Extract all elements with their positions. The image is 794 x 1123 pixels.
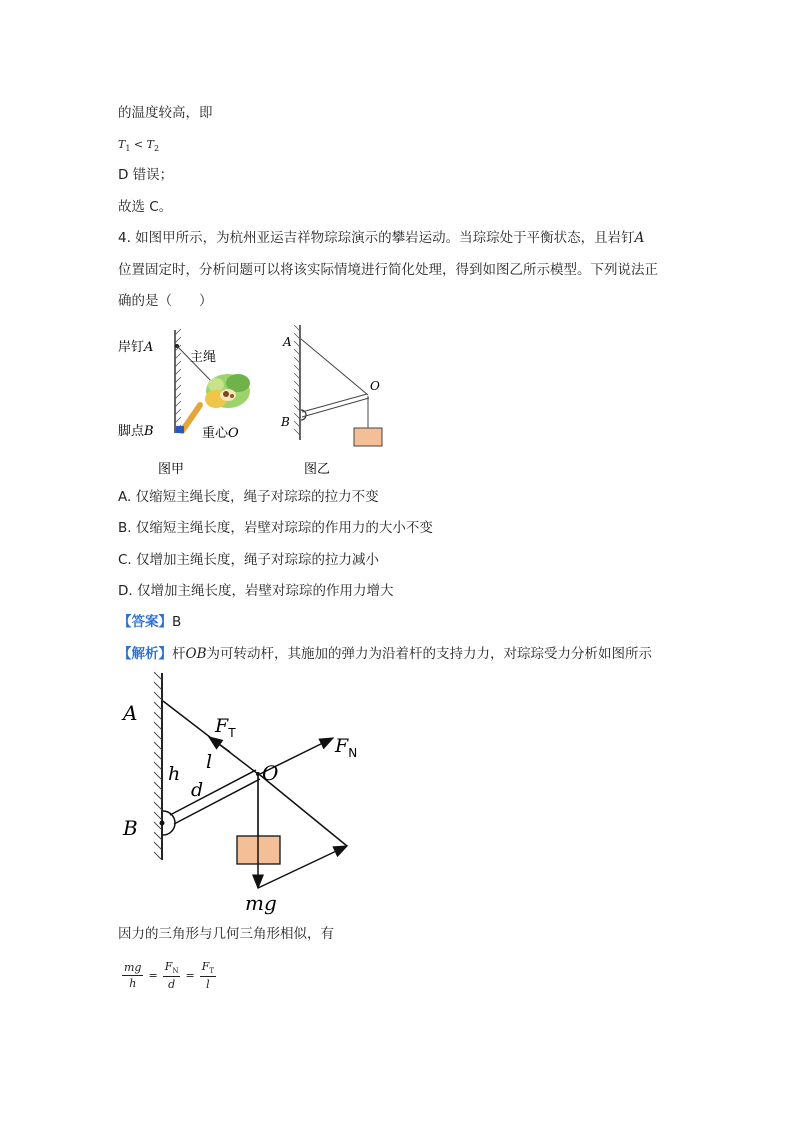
option-d: D. 仅增加主绳长度，岩壁对琮琮的作用力增大	[118, 583, 394, 599]
yi-label-a: A	[283, 335, 292, 349]
yi-label-o: O	[370, 379, 380, 393]
q4-var-a: A	[634, 230, 645, 246]
yi-rod-bottom	[302, 398, 369, 417]
ineq-right-sub: 2	[154, 144, 160, 154]
frac3-num	[200, 960, 216, 977]
q4-text-a: 4. 如图甲所示，为杭州亚运吉祥物琮琮演示的攀岩运动。当琮琮处于平衡状态，且岩钉	[118, 230, 635, 246]
figures-jia-yi	[110, 325, 410, 480]
question-4-line-3: 确的是（ ）	[118, 293, 213, 309]
fraction-ft-l	[200, 960, 216, 991]
force-label-d: d	[191, 779, 204, 801]
option-c: C. 仅增加主绳长度，绳子对琮琮的拉力减小	[118, 552, 380, 568]
yi-label-b: B	[281, 415, 290, 429]
yi-block	[354, 428, 382, 446]
mascot-illustration	[176, 374, 250, 433]
force-label-b: B	[123, 816, 138, 840]
analysis-var: OB	[185, 646, 207, 662]
force-wall	[154, 672, 162, 860]
text-line-d-wrong: D 错误；	[118, 167, 174, 183]
analysis-pre: 杆	[172, 646, 186, 662]
force-rod-bottom	[174, 779, 260, 824]
force-label-o: O	[262, 761, 279, 785]
force-ft-arrow	[209, 737, 230, 752]
equals-1: =	[148, 969, 158, 983]
jia-label-foot: 脚点B	[118, 424, 154, 439]
force-rod-top	[170, 770, 256, 815]
force-hinge	[163, 811, 175, 835]
jia-label-rope: 主绳	[190, 350, 217, 365]
option-a: A. 仅缩短主绳长度，绳子对琮琮的拉力不变	[118, 489, 379, 505]
force-hinge-dot	[160, 821, 165, 826]
answer-line	[118, 613, 181, 631]
ineq-right: T	[146, 138, 154, 151]
frac1-num: mg	[124, 961, 142, 975]
jia-label-cg: 重心O	[202, 426, 239, 441]
analysis-post: 为可转动杆，其施加的弹力为沿着杆的支持力力，对琮琮受力分析如图所示	[206, 646, 652, 662]
force-diagram	[115, 668, 375, 918]
question-4-line-2: 位置固定时，分析问题可以将该实际情境进行简化处理，得到如图乙所示模型。下列说法正	[118, 262, 658, 278]
equals-2: =	[185, 969, 195, 983]
force-tri-side-1	[260, 775, 347, 846]
frac2-den: d	[168, 978, 176, 992]
similarity-formula	[120, 960, 218, 991]
text-line-choose-c: 故选 C。	[118, 199, 173, 215]
answer-value: B	[172, 614, 182, 630]
frac2-num	[163, 960, 181, 977]
force-label-h: h	[168, 763, 181, 785]
analysis-tag: 【解析】	[118, 646, 172, 662]
yi-caption: 图乙	[304, 462, 331, 477]
frac2-num-f: F	[164, 960, 173, 973]
yi-wall	[294, 325, 300, 440]
force-label-ft: $F_T$	[215, 715, 236, 740]
analysis-line	[118, 645, 652, 663]
text-line-1: 的温度较高，即	[118, 105, 213, 121]
frac2-num-sub: N	[172, 967, 179, 976]
answer-tag: 【答案】	[118, 614, 172, 630]
yi-rod-top	[302, 394, 367, 412]
ineq-left-sub: 1	[125, 144, 131, 154]
ineq-sign: <	[130, 138, 147, 151]
frac3-num-f: F	[201, 960, 210, 973]
jia-caption: 图甲	[158, 462, 185, 477]
inequality	[118, 136, 159, 158]
similar-triangle-line: 因力的三角形与几何三角形相似，有	[118, 926, 334, 942]
frac1-den: h	[129, 977, 137, 991]
force-label-l: l	[206, 751, 213, 773]
force-label-a: A	[123, 701, 138, 725]
option-b: B. 仅缩短主绳长度，岩壁对琮琮的作用力的大小不变	[118, 520, 433, 536]
frac3-den: l	[206, 978, 210, 992]
yi-rope	[301, 339, 368, 395]
jia-label-anchor: 岸钉A	[118, 340, 154, 355]
ineq-left: T	[118, 138, 126, 151]
force-label-mg: mg	[245, 891, 277, 915]
fraction-mg-h	[122, 961, 143, 990]
force-label-fn: $F_N$	[335, 735, 358, 760]
force-o-dot	[256, 772, 260, 776]
question-4-line-1	[118, 229, 644, 247]
fraction-fn-d	[163, 960, 181, 991]
frac3-num-sub: T	[209, 967, 214, 976]
